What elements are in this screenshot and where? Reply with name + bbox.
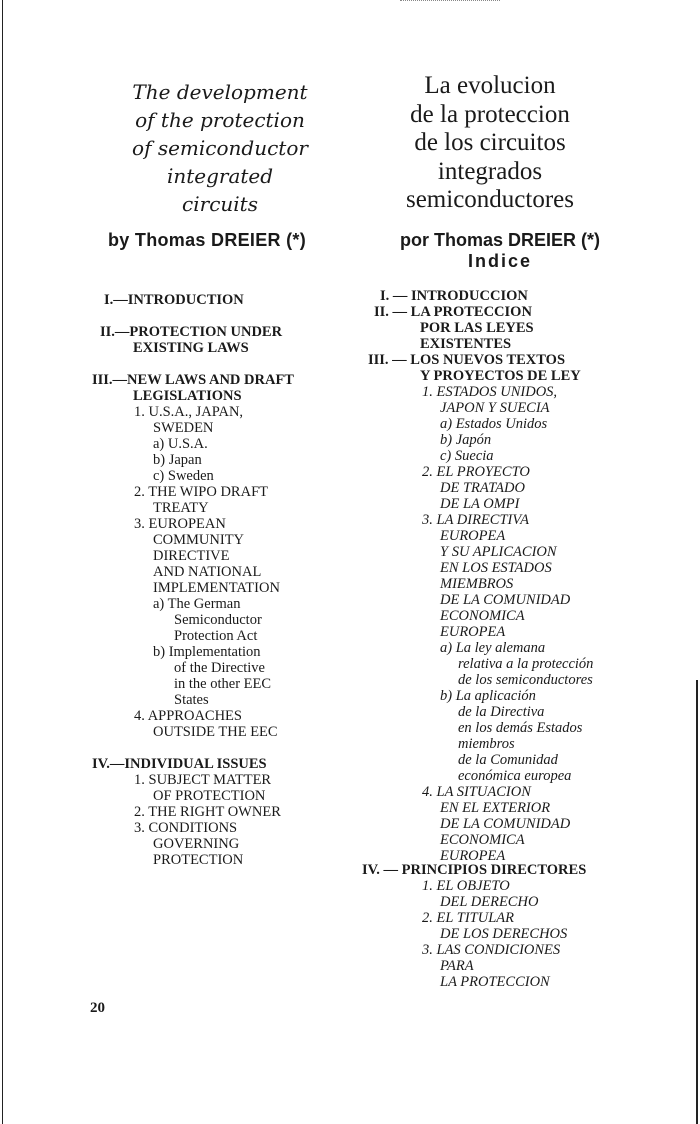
contents-entry: States [174, 692, 209, 708]
indice-entry: JAPON Y SUECIA [440, 400, 550, 416]
indice-entry: DE LA OMPI [440, 496, 520, 512]
english-title-line: of the protection [135, 108, 305, 132]
index-heading: Indice [467, 251, 532, 271]
contents-entry: SWEDEN [153, 420, 214, 436]
spanish-author: por Thomas DREIER (*) [399, 230, 600, 250]
indice-entry: DE LA COMUNIDAD [440, 816, 571, 832]
page-edge-right [696, 680, 698, 1124]
english-title [100, 78, 340, 218]
indice-entry: 2. EL TITULAR [422, 910, 514, 926]
contents-entry: OF PROTECTION [153, 788, 266, 804]
indice-entry: 3. LA DIRECTIVA [422, 512, 530, 528]
indice-entry: DE TRATADO [440, 480, 525, 496]
contents-entry: a) The German [153, 596, 241, 612]
indice-entry: III. — LOS NUEVOS TEXTOS [368, 352, 566, 368]
english-author: by Thomas DREIER (*) [108, 230, 307, 250]
spanish-title-line: de los circuitos [414, 129, 566, 156]
indice-entry: Y SU APLICACION [440, 544, 557, 560]
indice-entry: DEL DERECHO [440, 894, 539, 910]
indice-entry: c) Suecia [440, 448, 494, 464]
contents-entry: II.—PROTECTION UNDER [100, 324, 283, 340]
indice-entry: 1. EL OBJETO [422, 878, 510, 894]
indice-entry: ECONOMICA [440, 608, 525, 624]
contents-entry: c) Sweden [153, 468, 214, 484]
english-title-line: integrated [166, 164, 274, 188]
english-title-line: circuits [182, 192, 258, 216]
indice-entry: 4. LA SITUACION [422, 784, 531, 800]
indice-entry: en los demás Estados [458, 720, 583, 736]
contents-entry: DIRECTIVE [153, 548, 230, 564]
indice-entry: 2. EL PROYECTO [422, 464, 530, 480]
contents-entry: EXISTING LAWS [133, 340, 249, 356]
indice-entry: relativa a la protección [458, 656, 594, 672]
indice-entry: de los semiconductores [458, 672, 593, 688]
contents-entry: 4. APPROACHES [134, 708, 242, 724]
indice-entry: I. — INTRODUCCION [380, 288, 528, 304]
indice-entry: miembros [458, 736, 515, 752]
contents-entry: AND NATIONAL [153, 564, 262, 580]
contents-entry: in the other EEC [174, 676, 272, 692]
indice-entry: 3. LAS CONDICIONES [422, 942, 561, 958]
contents-entry: I.—INTRODUCTION [104, 292, 244, 308]
contents-entry: 2. THE RIGHT OWNER [134, 804, 281, 820]
spanish-title-line: de la proteccion [410, 100, 570, 128]
contents-entry: b) Implementation [153, 644, 261, 660]
contents-entry: IV.—INDIVIDUAL ISSUES [92, 756, 267, 772]
spanish-title-line: semiconductores [405, 186, 574, 213]
page-edge-top-mark [400, 0, 500, 2]
contents-entry: TREATY [153, 500, 209, 516]
contents-entry: PROTECTION [153, 852, 244, 868]
indice-entry: LA PROTECCION [440, 974, 550, 990]
spanish-title-line: La evolucion [424, 72, 556, 99]
indice-entry: DE LA COMUNIDAD [440, 592, 571, 608]
indice-entry: Y PROYECTOS DE LEY [420, 368, 581, 384]
indice-entry: EUROPEA [440, 528, 506, 544]
indice-entry: EN LOS ESTADOS [440, 560, 552, 576]
indice-entry: PARA [440, 958, 474, 974]
contents-entry: LEGISLATIONS [133, 388, 242, 404]
indice-entry: a) Estados Unidos [440, 416, 548, 432]
contents-entry: Semiconductor [174, 612, 262, 628]
indice-entry: EUROPEA [440, 848, 506, 864]
indice-entry: EXISTENTES [420, 336, 512, 352]
indice-entry: b) La aplicación [440, 688, 536, 704]
contents-entry: 3. EUROPEAN [134, 516, 226, 532]
indice-entry: EUROPEA [440, 624, 506, 640]
english-title-line: The development [132, 80, 308, 104]
contents-entry: COMMUNITY [153, 532, 245, 548]
indice-entry: b) Japón [440, 432, 492, 448]
contents-entry: GOVERNING [153, 836, 240, 852]
contents-entry: Protection Act [174, 628, 258, 644]
contents-entry: 3. CONDITIONS [134, 820, 238, 836]
indice-entry: de la Comunidad [458, 752, 558, 768]
indice-entry: de la Directiva [458, 704, 545, 720]
spanish-author-block [380, 230, 620, 272]
contents-entry: IMPLEMENTATION [153, 580, 280, 596]
indice-entry: ECONOMICA [440, 832, 525, 848]
contents-entry: of the Directive [174, 660, 265, 676]
spanish-title-line: integrados [437, 157, 543, 185]
spanish-title [380, 72, 600, 215]
indice-entry: a) La ley alemana [440, 640, 546, 656]
contents-entry: b) Japan [153, 452, 202, 468]
contents-entry: 2. THE WIPO DRAFT [134, 484, 268, 500]
indice-entry: EN EL EXTERIOR [440, 800, 551, 816]
indice-entry: 1. ESTADOS UNIDOS, [422, 384, 558, 400]
indice-entry: económica europea [458, 768, 572, 784]
contents-entry: 1. U.S.A., JAPAN, [134, 404, 244, 420]
contents-entry: 1. SUBJECT MATTER [134, 772, 272, 788]
english-title-line: of semiconductor [132, 136, 308, 160]
indice-entry: DE LOS DERECHOS [440, 926, 568, 942]
contents-entry: III.—NEW LAWS AND DRAFT [92, 372, 294, 388]
indice-entry: MIEMBROS [440, 576, 514, 592]
page-edge-left [2, 0, 3, 1124]
page-number: 20 [90, 1000, 105, 1016]
contents-entry: OUTSIDE THE EEC [153, 724, 278, 740]
contents-entry: a) U.S.A. [153, 436, 208, 452]
indice-entry: II. — LA PROTECCION [374, 304, 532, 320]
indice-entry: IV. — PRINCIPIOS DIRECTORES [362, 862, 587, 878]
indice-entry: POR LAS LEYES [420, 320, 534, 336]
